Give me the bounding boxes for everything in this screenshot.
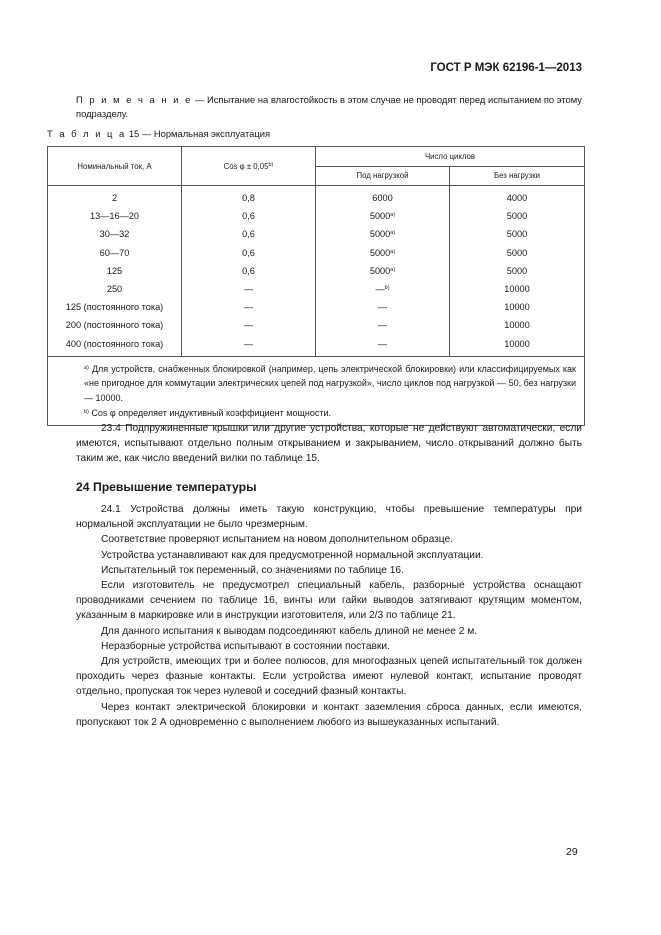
cell-load-value: 5000 <box>369 265 391 276</box>
footnote-b <box>56 405 576 421</box>
cell-load-value: — <box>377 302 388 313</box>
cell-cos: 0,6 <box>182 262 316 280</box>
footnote-a-text: Для устройств, снабженных блокировкой (например, цепь электрической блокировки) или классифицируемых как «не пригодное для коммутации электрических цепей под нагрузкой», число циклов под нагрузкой — 50, без нагрузки — 10000. <box>84 363 576 403</box>
cell-cos: 0,6 <box>182 207 316 225</box>
paragraph: Соответствие проверяют испытанием на новом дополнительном образце. <box>101 534 454 546</box>
paragraph: 24.1 Устройства должны иметь такую конструкцию, чтобы превышение температуры при нормальной эксплуатации не было чрезмерным. <box>76 504 582 531</box>
cell-noload: 5000 <box>450 262 585 280</box>
section-24-body <box>76 502 582 730</box>
table-row <box>48 335 585 357</box>
cell-cos: 0,6 <box>182 225 316 243</box>
cell-cos: — <box>182 298 316 316</box>
cell-current: 250 <box>48 280 182 298</box>
cell-load <box>316 244 450 262</box>
cell-load <box>316 207 450 225</box>
table-caption <box>47 128 270 139</box>
table-normal-operation <box>47 146 585 426</box>
note <box>76 93 582 121</box>
paragraph-23-4 <box>76 421 582 467</box>
cell-load <box>316 280 450 298</box>
header-cos-text: Cos φ ± 0,05 <box>223 161 269 171</box>
cell-load-value: — <box>377 320 388 331</box>
paragraph: Испытательный ток переменный, со значениями по таблице 16. <box>101 564 404 576</box>
cell-load <box>316 316 450 334</box>
footnote-b-text: Cos φ определяет индуктивный коэффициент мощности. <box>88 408 331 419</box>
footnote-a <box>56 361 576 406</box>
cell-load-value: 5000 <box>369 211 391 222</box>
table-row <box>48 298 585 316</box>
table-footnotes <box>48 356 585 425</box>
cell-current: 200 (постоянного тока) <box>48 316 182 334</box>
cell-current: 13—16—20 <box>48 207 182 225</box>
header-cos-footnote-ref: b) <box>268 161 274 168</box>
paragraph: Через контакт электрической блокировки и контакт заземления сброса данных, если имеются, пропускают ток 2 А одновременно с выполнением любого из вышеуказанных испытаний. <box>76 701 582 728</box>
cell-load-value: — <box>377 338 388 349</box>
section-title: 24 Превышение температуры <box>76 480 257 494</box>
cell-cos: — <box>182 316 316 334</box>
header-cycles: Число циклов <box>316 147 585 167</box>
note-text: — Испытание на влагостойкость в этом случае не проводят перед испытанием по этому подразделу. <box>76 94 582 119</box>
footnote-b-mark: b) <box>84 409 89 416</box>
cell-load <box>316 298 450 316</box>
cell-load-ref: a) <box>390 248 396 255</box>
cell-cos: 0,8 <box>182 186 316 208</box>
cell-current: 30—32 <box>48 225 182 243</box>
cell-load-ref: a) <box>390 212 396 219</box>
cell-current: 2 <box>48 186 182 208</box>
header-cos <box>182 147 316 186</box>
paragraph: Для данного испытания к выводам подсоединяют кабель длиной не менее 2 м. <box>101 625 478 637</box>
cell-noload: 10000 <box>450 298 585 316</box>
cell-load-value: 5000 <box>369 229 391 240</box>
table-row <box>48 207 585 225</box>
cell-load <box>316 225 450 243</box>
table-row <box>48 280 585 298</box>
cell-current: 125 (постоянного тока) <box>48 298 182 316</box>
cell-noload: 10000 <box>450 316 585 334</box>
cell-noload: 5000 <box>450 244 585 262</box>
table-row <box>48 244 585 262</box>
cell-noload: 10000 <box>450 335 585 357</box>
table-row <box>48 262 585 280</box>
header-under-load: Под нагрузкой <box>316 166 450 186</box>
paragraph: Неразборные устройства испытывают в состоянии поставки. <box>101 640 390 652</box>
cell-load <box>316 186 450 208</box>
cell-noload: 4000 <box>450 186 585 208</box>
table-caption-label: Т а б л и ц а <box>47 128 127 139</box>
cell-load-ref: a) <box>390 266 396 273</box>
cell-noload: 5000 <box>450 207 585 225</box>
header-no-load: Без нагрузки <box>450 166 585 186</box>
paragraph: Устройства устанавливают как для предусмотренной нормальной эксплуатации. <box>101 549 484 561</box>
cell-noload: 10000 <box>450 280 585 298</box>
paragraph: Если изготовитель не предусмотрел специальный кабель, разборные устройства оснащают проводниками сечением по таблице 16, винты или гайки выводов затягивают крутящим моментом, указанным в маркировке или в инструкции изготовителя, или 2/3 по таблице 21. <box>76 580 582 622</box>
cell-load-value: 6000 <box>372 193 393 204</box>
table-row <box>48 186 585 208</box>
cell-cos: 0,6 <box>182 244 316 262</box>
note-label: П р и м е ч а н и е <box>76 94 193 105</box>
cell-cos: — <box>182 280 316 298</box>
table-caption-title: 15 — Нормальная эксплуатация <box>126 128 271 139</box>
cell-current: 400 (постоянного тока) <box>48 335 182 357</box>
cell-load-ref: b) <box>384 285 390 292</box>
header-rated-current: Номинальный ток, А <box>48 147 182 186</box>
cell-load <box>316 335 450 357</box>
cell-load-ref: a) <box>390 230 396 237</box>
cell-load-value: — <box>375 284 385 295</box>
table-row <box>48 225 585 243</box>
cell-load-value: 5000 <box>369 247 391 258</box>
footnote-a-mark: a) <box>84 364 89 371</box>
cell-cos: — <box>182 335 316 357</box>
cell-noload: 5000 <box>450 225 585 243</box>
cell-current: 125 <box>48 262 182 280</box>
cell-load <box>316 262 450 280</box>
table-row <box>48 316 585 334</box>
table-footnotes-row <box>48 356 585 425</box>
paragraph-23-4-text: 23.4 Подпружиненные крышки или другие устройства, которые не действуют автоматически, если имеются, испытывают отдельно полным открыванием и закрыванием, число открываний должно быть таким же, как число введений вилки по таблице 15. <box>76 423 582 465</box>
cell-current: 60—70 <box>48 244 182 262</box>
page-number: 29 <box>566 846 578 858</box>
paragraph: Для устройств, имеющих три и более полюсов, для многофазных цепей испытательный ток должен проходить через фазные контакты. Если устройства имеют нулевой контакт, испытание проводят отдельно, пропуская ток через нулевой и соседний фазный контакты. <box>76 656 582 698</box>
document-id: ГОСТ Р МЭК 62196-1—2013 <box>430 62 582 74</box>
